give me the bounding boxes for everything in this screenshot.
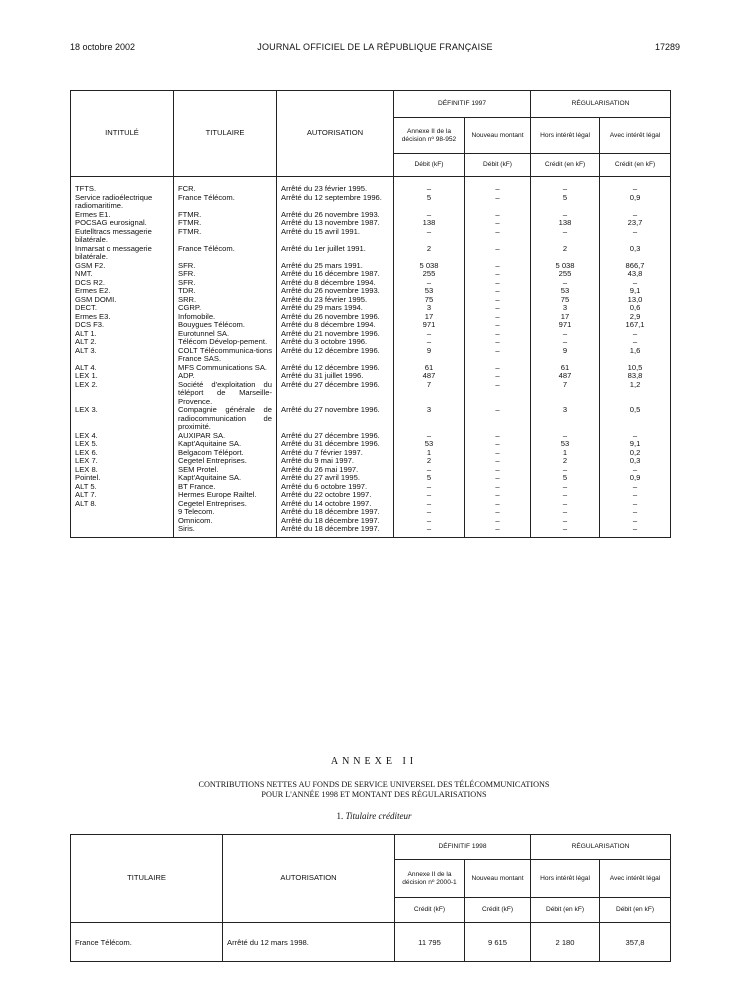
cell-hors: –: [531, 211, 600, 220]
cell-nouveau: –: [465, 194, 531, 211]
cell-annexe: –: [394, 483, 465, 492]
table-row: [71, 440, 671, 449]
cell-annexe: 61: [394, 364, 465, 373]
cell-titulaire: SFR.: [174, 270, 277, 279]
cell-autorisation: Arrêté du 14 octobre 1997.: [277, 500, 394, 509]
cell-intitule: ALT 1.: [71, 330, 174, 339]
section-subtitle: [0, 811, 748, 821]
cell-intitule: Ermes E3.: [71, 313, 174, 322]
cell-autorisation: Arrêté du 16 décembre 1987.: [277, 270, 394, 279]
unit-credit: Crédit (en kF): [600, 154, 671, 177]
cell-nouveau: –: [465, 279, 531, 288]
cell-autorisation: Arrêté du 27 décembre 1996.: [277, 381, 394, 407]
cell-intitule: TFTS.: [71, 177, 174, 194]
col-header-intitule: INTITULÉ: [71, 91, 174, 177]
table-row: [71, 296, 671, 305]
cell-intitule: DCS R2.: [71, 279, 174, 288]
table-row: [71, 219, 671, 228]
cell-avec: –: [600, 525, 671, 537]
cell-autorisation: Arrêté du 18 décembre 1997.: [277, 517, 394, 526]
cell-annexe: 1: [394, 449, 465, 458]
cell-nouveau: –: [465, 406, 531, 432]
cell-autorisation: Arrêté du 27 novembre 1996.: [277, 406, 394, 432]
cell-hors: 17: [531, 313, 600, 322]
cell-titulaire: Compagnie générale de radiocommunication de proximité.: [174, 406, 277, 432]
cell-intitule: LEX 6.: [71, 449, 174, 458]
col-header-autorisation: AUTORISATION: [223, 835, 395, 923]
cell-intitule: Eutelltracs messagerie bilatérale.: [71, 228, 174, 245]
cell-autorisation: Arrêté du 6 octobre 1997.: [277, 483, 394, 492]
cell-hors: 3: [531, 304, 600, 313]
subtitle-text: Titulaire créditeur: [345, 811, 412, 821]
cell-avec: 167,1: [600, 321, 671, 330]
cell-titulaire: Belgacom Téléport.: [174, 449, 277, 458]
cell-autorisation: Arrêté du 21 novembre 1996.: [277, 330, 394, 339]
cell-titulaire: AUXIPAR SA.: [174, 432, 277, 441]
cell-annexe: 5 038: [394, 262, 465, 271]
annexe-title-line: CONTRIBUTIONS NETTES AU FONDS DE SERVICE UNIVERSEL DES TÉLÉCOMMUNICATIONS: [198, 780, 550, 789]
cell-autorisation: Arrêté du 22 octobre 1997.: [277, 491, 394, 500]
table-row: [71, 923, 671, 962]
cell-avec: 0,3: [600, 457, 671, 466]
table-row: [71, 474, 671, 483]
cell-titulaire: SFR.: [174, 262, 277, 271]
cell-hors: –: [531, 177, 600, 194]
cell-avec: –: [600, 177, 671, 194]
cell-autorisation: Arrêté du 29 mars 1994.: [277, 304, 394, 313]
cell-intitule: ALT 3.: [71, 347, 174, 364]
cell-titulaire: ADP.: [174, 372, 277, 381]
cell-hors: 5: [531, 474, 600, 483]
group-header-regularisation: RÉGULARISATION: [531, 91, 671, 118]
contributions-1998-table: [70, 834, 671, 962]
cell-annexe: –: [394, 525, 465, 537]
cell-nouveau: –: [465, 313, 531, 322]
group-header-definitif: DÉFINITIF 1998: [395, 835, 531, 860]
cell-titulaire: SFR.: [174, 279, 277, 288]
cell-nouveau: –: [465, 508, 531, 517]
cell-avec: 43,8: [600, 270, 671, 279]
cell-avec: 0,9: [600, 474, 671, 483]
cell-autorisation: Arrêté du 18 décembre 1997.: [277, 508, 394, 517]
subheader-hors: Hors intérêt légal: [531, 118, 600, 154]
cell-titulaire: Société d'exploitation du téléport de Marseille-Provence.: [174, 381, 277, 407]
cell-annexe: –: [394, 517, 465, 526]
subheader-annexe: Annexe II de la décision nº 2000-1: [395, 860, 465, 898]
subheader-nouveau: Nouveau montant: [465, 118, 531, 154]
cell-annexe: 3: [394, 304, 465, 313]
cell-hors: 3: [531, 406, 600, 432]
cell-annexe: 2: [394, 245, 465, 262]
cell-annexe: –: [394, 432, 465, 441]
cell-nouveau: –: [465, 517, 531, 526]
cell-intitule: Inmarsat c messagerie bilatérale.: [71, 245, 174, 262]
cell-nouveau: –: [465, 304, 531, 313]
subheader-nouveau: Nouveau montant: [465, 860, 531, 898]
cell-avec: 1,6: [600, 347, 671, 364]
table-row: [71, 381, 671, 407]
table-row: [71, 194, 671, 211]
cell-hors: 5: [531, 194, 600, 211]
cell-nouveau: –: [465, 483, 531, 492]
group-header-definitif: DÉFINITIF 1997: [394, 91, 531, 118]
cell-autorisation: Arrêté du 8 décembre 1994.: [277, 279, 394, 288]
cell-titulaire: Télécom Dévelop-pement.: [174, 338, 277, 347]
cell-avec: 357,8: [600, 923, 671, 962]
cell-titulaire: Eurotunnel SA.: [174, 330, 277, 339]
cell-intitule: DECT.: [71, 304, 174, 313]
cell-nouveau: 9 615: [465, 923, 531, 962]
table-row: [71, 364, 671, 373]
cell-nouveau: –: [465, 381, 531, 407]
cell-avec: 0,2: [600, 449, 671, 458]
cell-intitule: ALT 7.: [71, 491, 174, 500]
table-row: [71, 406, 671, 432]
cell-autorisation: Arrêté du 25 mars 1991.: [277, 262, 394, 271]
cell-intitule: LEX 7.: [71, 457, 174, 466]
cell-hors: –: [531, 517, 600, 526]
cell-avec: –: [600, 483, 671, 492]
cell-hors: 1: [531, 449, 600, 458]
cell-hors: –: [531, 228, 600, 245]
cell-titulaire: FTMR.: [174, 228, 277, 245]
table-row: [71, 525, 671, 537]
cell-intitule: [71, 508, 174, 517]
contributions-1997-table: [70, 90, 671, 538]
cell-avec: –: [600, 432, 671, 441]
cell-hors: –: [531, 432, 600, 441]
cell-intitule: POCSAG eurosignal.: [71, 219, 174, 228]
cell-annexe: –: [394, 177, 465, 194]
cell-annexe: 7: [394, 381, 465, 407]
cell-intitule: ALT 4.: [71, 364, 174, 373]
cell-titulaire: Siris.: [174, 525, 277, 537]
page-number: 17289: [654, 42, 680, 52]
cell-avec: 0,6: [600, 304, 671, 313]
table-body: [71, 177, 671, 538]
cell-hors: 971: [531, 321, 600, 330]
cell-hors: –: [531, 491, 600, 500]
cell-annexe: 53: [394, 287, 465, 296]
cell-hors: 2: [531, 245, 600, 262]
cell-annexe: 2: [394, 457, 465, 466]
cell-annexe: –: [394, 330, 465, 339]
cell-autorisation: Arrêté du 12 septembre 1996.: [277, 194, 394, 211]
cell-avec: –: [600, 211, 671, 220]
cell-nouveau: –: [465, 338, 531, 347]
cell-nouveau: –: [465, 466, 531, 475]
cell-hors: 9: [531, 347, 600, 364]
cell-titulaire: France Télécom.: [174, 245, 277, 262]
cell-autorisation: Arrêté du 7 février 1997.: [277, 449, 394, 458]
cell-autorisation: Arrêté du 8 décembre 1994.: [277, 321, 394, 330]
cell-hors: 255: [531, 270, 600, 279]
table-row: [71, 449, 671, 458]
cell-autorisation: Arrêté du 12 mars 1998.: [223, 923, 395, 962]
cell-autorisation: Arrêté du 12 décembre 1996.: [277, 347, 394, 364]
cell-hors: 2 180: [531, 923, 600, 962]
cell-avec: 9,1: [600, 287, 671, 296]
cell-intitule: LEX 3.: [71, 406, 174, 432]
cell-nouveau: –: [465, 372, 531, 381]
cell-nouveau: –: [465, 500, 531, 509]
cell-autorisation: Arrêté du 26 novembre 1993.: [277, 211, 394, 220]
cell-avec: 0,5: [600, 406, 671, 432]
unit-credit: Crédit (kF): [395, 898, 465, 923]
cell-intitule: [71, 525, 174, 537]
cell-nouveau: –: [465, 287, 531, 296]
cell-nouveau: –: [465, 211, 531, 220]
cell-nouveau: –: [465, 245, 531, 262]
cell-autorisation: Arrêté du 26 novembre 1996.: [277, 313, 394, 322]
cell-autorisation: Arrêté du 31 décembre 1996.: [277, 440, 394, 449]
cell-avec: –: [600, 228, 671, 245]
cell-intitule: ALT 5.: [71, 483, 174, 492]
cell-hors: 138: [531, 219, 600, 228]
cell-autorisation: Arrêté du 13 novembre 1987.: [277, 219, 394, 228]
cell-hors: –: [531, 500, 600, 509]
cell-autorisation: Arrêté du 3 octobre 1996.: [277, 338, 394, 347]
cell-titulaire: France Télécom.: [71, 923, 223, 962]
cell-annexe: –: [394, 279, 465, 288]
cell-annexe: –: [394, 508, 465, 517]
cell-avec: 10,5: [600, 364, 671, 373]
cell-annexe: 9: [394, 347, 465, 364]
cell-autorisation: Arrêté du 18 décembre 1997.: [277, 525, 394, 537]
cell-intitule: LEX 4.: [71, 432, 174, 441]
cell-titulaire: 9 Telecom.: [174, 508, 277, 517]
cell-avec: 23,7: [600, 219, 671, 228]
unit-debit: Débit (kF): [394, 154, 465, 177]
cell-titulaire: CGRP.: [174, 304, 277, 313]
cell-avec: –: [600, 500, 671, 509]
cell-autorisation: Arrêté du 9 mai 1997.: [277, 457, 394, 466]
cell-annexe: –: [394, 338, 465, 347]
unit-credit: Crédit (kF): [465, 898, 531, 923]
cell-avec: 1,2: [600, 381, 671, 407]
cell-nouveau: –: [465, 296, 531, 305]
cell-hors: 61: [531, 364, 600, 373]
cell-avec: 2,9: [600, 313, 671, 322]
cell-annexe: 971: [394, 321, 465, 330]
cell-annexe: 487: [394, 372, 465, 381]
cell-autorisation: Arrêté du 23 février 1995.: [277, 177, 394, 194]
cell-avec: 866,7: [600, 262, 671, 271]
cell-nouveau: –: [465, 262, 531, 271]
cell-hors: –: [531, 279, 600, 288]
cell-annexe: 53: [394, 440, 465, 449]
cell-annexe: 5: [394, 474, 465, 483]
cell-annexe: –: [394, 491, 465, 500]
cell-annexe: 138: [394, 219, 465, 228]
cell-hors: 5 038: [531, 262, 600, 271]
cell-nouveau: –: [465, 525, 531, 537]
cell-nouveau: –: [465, 321, 531, 330]
cell-avec: –: [600, 466, 671, 475]
cell-avec: –: [600, 330, 671, 339]
cell-hors: –: [531, 330, 600, 339]
unit-debit: Débit (kF): [465, 154, 531, 177]
cell-intitule: Ermes E1.: [71, 211, 174, 220]
cell-hors: 75: [531, 296, 600, 305]
cell-titulaire: Kapt'Aquitaine SA.: [174, 474, 277, 483]
cell-annexe: –: [394, 228, 465, 245]
unit-debit: Débit (en kF): [531, 898, 600, 923]
cell-autorisation: Arrêté du 27 décembre 1996.: [277, 432, 394, 441]
cell-nouveau: –: [465, 330, 531, 339]
subtitle-number: 1.: [336, 811, 344, 821]
journal-title: JOURNAL OFFICIEL DE LA RÉPUBLIQUE FRANÇAISE: [257, 42, 493, 52]
cell-nouveau: –: [465, 364, 531, 373]
cell-titulaire: FTMR.: [174, 219, 277, 228]
cell-titulaire: FTMR.: [174, 211, 277, 220]
cell-avec: –: [600, 517, 671, 526]
cell-annexe: –: [394, 466, 465, 475]
cell-hors: 487: [531, 372, 600, 381]
cell-avec: –: [600, 508, 671, 517]
cell-titulaire: Hermes Europe Railtel.: [174, 491, 277, 500]
cell-nouveau: –: [465, 432, 531, 441]
page-header: [70, 42, 680, 56]
cell-annexe: 11 795: [395, 923, 465, 962]
table-row: [71, 466, 671, 475]
cell-hors: 53: [531, 440, 600, 449]
cell-nouveau: –: [465, 449, 531, 458]
annexe-title: [0, 780, 748, 801]
cell-titulaire: France Télécom.: [174, 194, 277, 211]
cell-autorisation: Arrêté du 31 juillet 1996.: [277, 372, 394, 381]
subheader-hors: Hors intérêt légal: [531, 860, 600, 898]
cell-autorisation: Arrêté du 12 décembre 1996.: [277, 364, 394, 373]
cell-titulaire: Omnicom.: [174, 517, 277, 526]
cell-hors: 2: [531, 457, 600, 466]
cell-titulaire: MFS Communications SA.: [174, 364, 277, 373]
cell-annexe: 5: [394, 194, 465, 211]
annexe-title-line: POUR L'ANNÉE 1998 ET MONTANT DES RÉGULARISATIONS: [261, 790, 487, 800]
cell-nouveau: –: [465, 270, 531, 279]
cell-avec: –: [600, 279, 671, 288]
cell-nouveau: –: [465, 474, 531, 483]
cell-intitule: LEX 5.: [71, 440, 174, 449]
cell-hors: –: [531, 338, 600, 347]
cell-hors: 53: [531, 287, 600, 296]
cell-intitule: Service radioélectrique radiomaritime.: [71, 194, 174, 211]
subheader-avec: Avec intérêt légal: [600, 118, 671, 154]
col-header-autorisation: AUTORISATION: [277, 91, 394, 177]
cell-titulaire: SEM Protel.: [174, 466, 277, 475]
cell-avec: 9,1: [600, 440, 671, 449]
cell-titulaire: Kapt'Aquitaine SA.: [174, 440, 277, 449]
cell-intitule: Ermes E2.: [71, 287, 174, 296]
cell-autorisation: Arrêté du 15 avril 1991.: [277, 228, 394, 245]
subheader-avec: Avec intérêt légal: [600, 860, 671, 898]
cell-autorisation: Arrêté du 26 mai 1997.: [277, 466, 394, 475]
cell-intitule: LEX 8.: [71, 466, 174, 475]
cell-titulaire: COLT Télécommunica-tions France SAS.: [174, 347, 277, 364]
table-row: [71, 177, 671, 194]
cell-intitule: [71, 517, 174, 526]
table-row: [71, 457, 671, 466]
cell-annexe: 17: [394, 313, 465, 322]
cell-autorisation: Arrêté du 1er juillet 1991.: [277, 245, 394, 262]
col-header-titulaire: TITULAIRE: [174, 91, 277, 177]
unit-debit: Débit (en kF): [600, 898, 671, 923]
cell-intitule: NMT.: [71, 270, 174, 279]
cell-hors: –: [531, 466, 600, 475]
cell-intitule: Pointel.: [71, 474, 174, 483]
cell-intitule: LEX 2.: [71, 381, 174, 407]
cell-intitule: DCS F3.: [71, 321, 174, 330]
cell-annexe: –: [394, 500, 465, 509]
cell-nouveau: –: [465, 347, 531, 364]
subheader-annexe: Annexe II de la décision nº 98-952: [394, 118, 465, 154]
cell-hors: –: [531, 525, 600, 537]
cell-autorisation: Arrêté du 26 novembre 1993.: [277, 287, 394, 296]
cell-titulaire: Infomobile.: [174, 313, 277, 322]
cell-annexe: –: [394, 211, 465, 220]
cell-titulaire: TDR.: [174, 287, 277, 296]
table-row: [71, 347, 671, 364]
annexe-heading: ANNEXE II: [330, 756, 418, 767]
header-date: 18 octobre 2002: [70, 42, 136, 52]
group-header-regularisation: RÉGULARISATION: [531, 835, 671, 860]
cell-annexe: 75: [394, 296, 465, 305]
unit-credit: Crédit (en kF): [531, 154, 600, 177]
cell-intitule: ALT 2.: [71, 338, 174, 347]
col-header-titulaire: TITULAIRE: [71, 835, 223, 923]
cell-titulaire: Cegetel Entreprises.: [174, 500, 277, 509]
cell-titulaire: BT France.: [174, 483, 277, 492]
cell-titulaire: Cegetel Entreprises.: [174, 457, 277, 466]
cell-autorisation: Arrêté du 27 avril 1995.: [277, 474, 394, 483]
cell-avec: 13,0: [600, 296, 671, 305]
cell-nouveau: –: [465, 219, 531, 228]
table-row: [71, 330, 671, 339]
cell-autorisation: Arrêté du 23 février 1995.: [277, 296, 394, 305]
cell-intitule: GSM F2.: [71, 262, 174, 271]
cell-nouveau: –: [465, 228, 531, 245]
cell-avec: –: [600, 491, 671, 500]
table-row: [71, 287, 671, 296]
cell-titulaire: SRR.: [174, 296, 277, 305]
cell-hors: –: [531, 483, 600, 492]
cell-avec: –: [600, 338, 671, 347]
cell-intitule: ALT 8.: [71, 500, 174, 509]
cell-nouveau: –: [465, 440, 531, 449]
table-row: [71, 245, 671, 262]
cell-nouveau: –: [465, 177, 531, 194]
cell-hors: –: [531, 508, 600, 517]
cell-intitule: LEX 1.: [71, 372, 174, 381]
cell-intitule: GSM DOMI.: [71, 296, 174, 305]
cell-nouveau: –: [465, 491, 531, 500]
cell-avec: 83,8: [600, 372, 671, 381]
cell-titulaire: Bouygues Télécom.: [174, 321, 277, 330]
cell-annexe: 3: [394, 406, 465, 432]
cell-titulaire: FCR.: [174, 177, 277, 194]
cell-nouveau: –: [465, 457, 531, 466]
cell-annexe: 255: [394, 270, 465, 279]
cell-avec: 0,9: [600, 194, 671, 211]
table-row: [71, 228, 671, 245]
cell-avec: 0,3: [600, 245, 671, 262]
cell-hors: 7: [531, 381, 600, 407]
